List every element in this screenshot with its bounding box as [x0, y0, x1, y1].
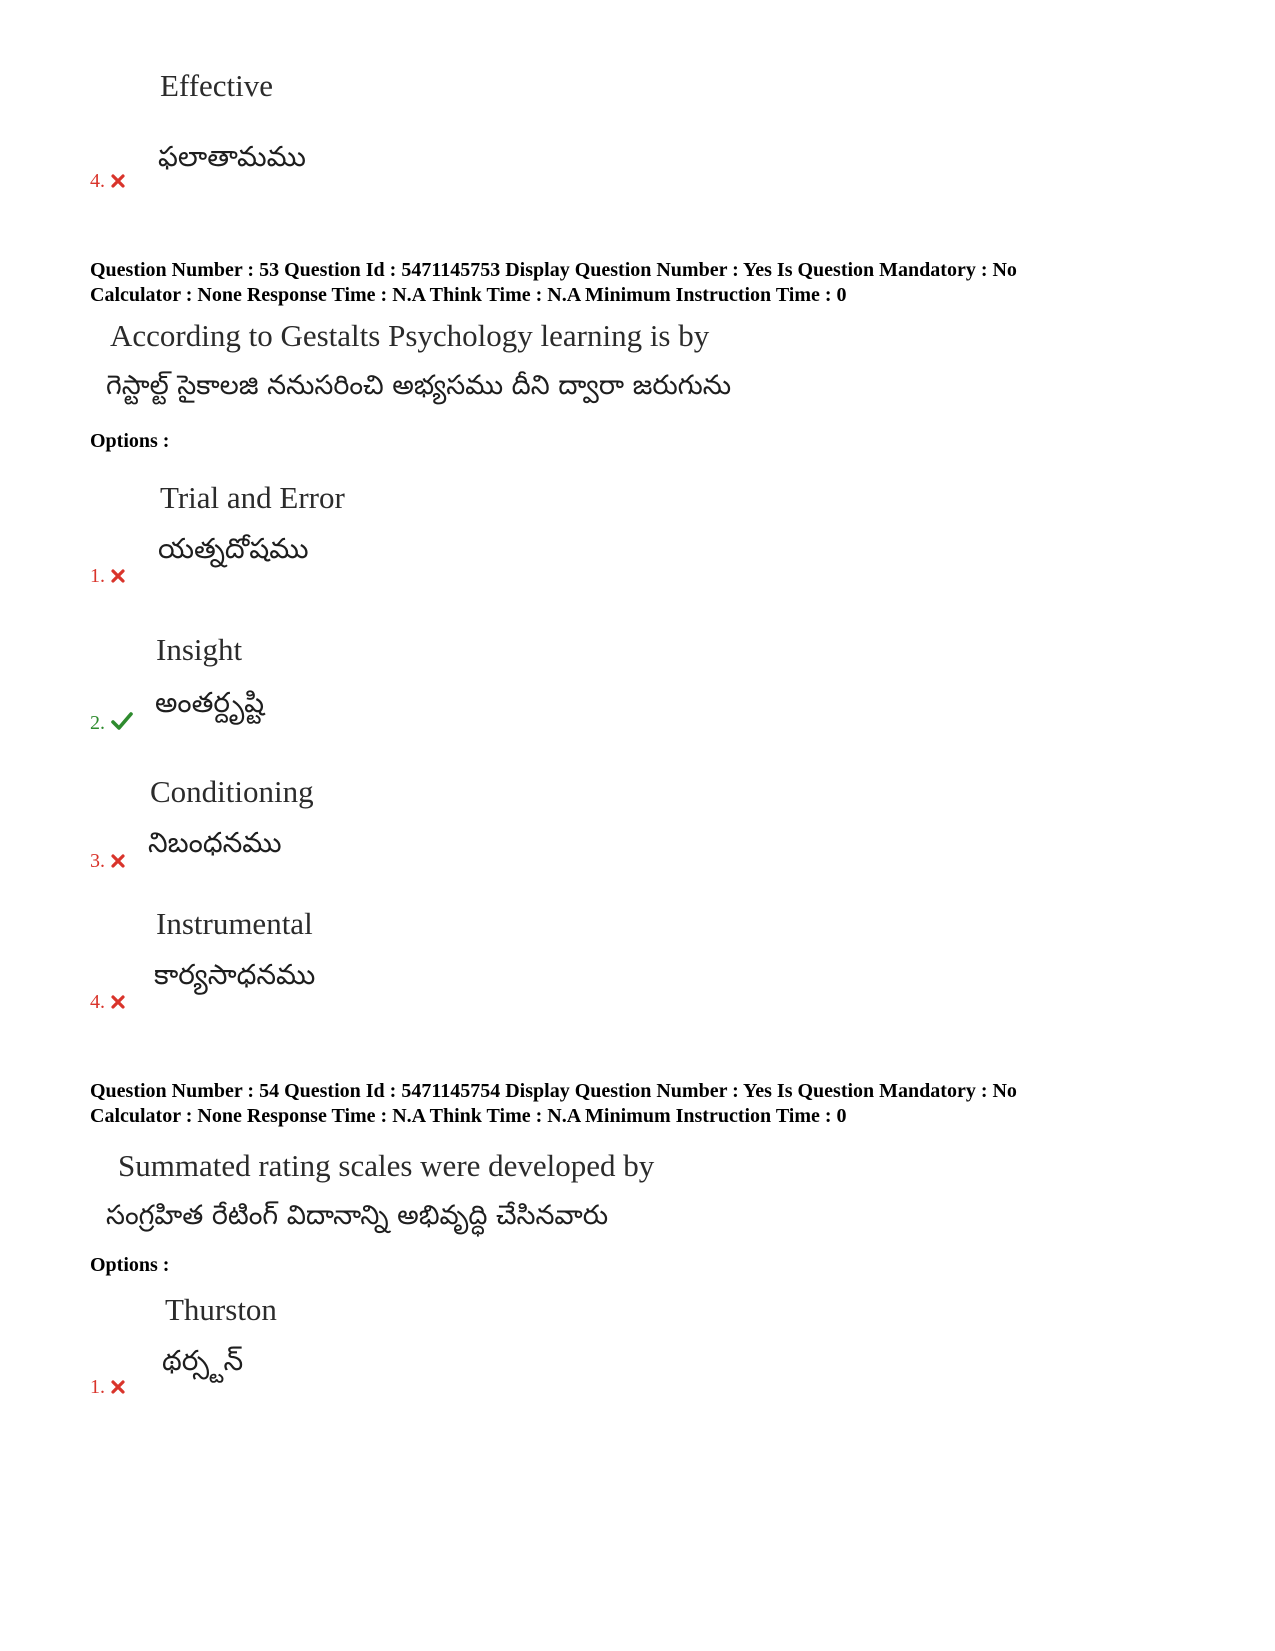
option-number: 4.: [90, 170, 125, 194]
option-text-te: యత్నదోషము: [158, 532, 309, 565]
option-number: 1.: [90, 1376, 125, 1400]
option-number: 3.: [90, 850, 125, 874]
cross-icon: [111, 171, 125, 194]
option-text-en: Insight: [156, 632, 243, 667]
option-text-en: Effective: [160, 68, 274, 103]
question-meta-line1: Question Number : 54 Question Id : 5471145754 Display Question Number : Yes Is Question Mandatory : No: [90, 1080, 1017, 1102]
cross-icon: [111, 851, 125, 874]
question-meta: [90, 258, 1017, 308]
question-text-en: Summated rating scales were developed by: [118, 1148, 655, 1183]
question-text-te: గెస్టాల్ట్ సైకాలజి ననుసరించి అభ్యసము దీని ద్వారా జరుగును: [106, 370, 732, 401]
option-text-te: థర్స్టన్: [162, 1344, 244, 1377]
option-number: 2.: [90, 712, 133, 736]
question-meta-line1: Question Number : 53 Question Id : 5471145753 Display Question Number : Yes Is Question Mandatory : No: [90, 259, 1017, 281]
option-text-en: Thurston: [165, 1292, 277, 1327]
option-text-te: కార్యసాధనము: [154, 958, 316, 991]
question-text-te: సంగ్రహిత రేటింగ్ విదానాన్ని అభివృద్ధి చేసినవారు: [106, 1200, 609, 1231]
option-text-te: అంతర్దృష్టి: [155, 686, 265, 719]
option-text-te: ఫలాతామము: [158, 140, 306, 173]
option-number: 4.: [90, 991, 125, 1015]
options-label: Options :: [90, 1254, 170, 1276]
question-meta: [90, 1079, 1017, 1129]
cross-icon: [111, 566, 125, 589]
check-icon: [111, 712, 133, 736]
option-text-en: Instrumental: [156, 906, 313, 941]
cross-icon: [111, 992, 125, 1015]
cross-icon: [111, 1377, 125, 1400]
question-meta-line2: Calculator : None Response Time : N.A Think Time : N.A Minimum Instruction Time : 0: [90, 1105, 847, 1127]
option-text-en: Trial and Error: [160, 480, 345, 515]
option-text-te: నిబంధనము: [148, 826, 282, 859]
question-meta-line2: Calculator : None Response Time : N.A Think Time : N.A Minimum Instruction Time : 0: [90, 284, 847, 306]
option-number: 1.: [90, 565, 125, 589]
option-text-en: Conditioning: [150, 774, 314, 809]
options-label: Options :: [90, 430, 170, 452]
question-text-en: According to Gestalts Psychology learning is by: [110, 318, 710, 353]
